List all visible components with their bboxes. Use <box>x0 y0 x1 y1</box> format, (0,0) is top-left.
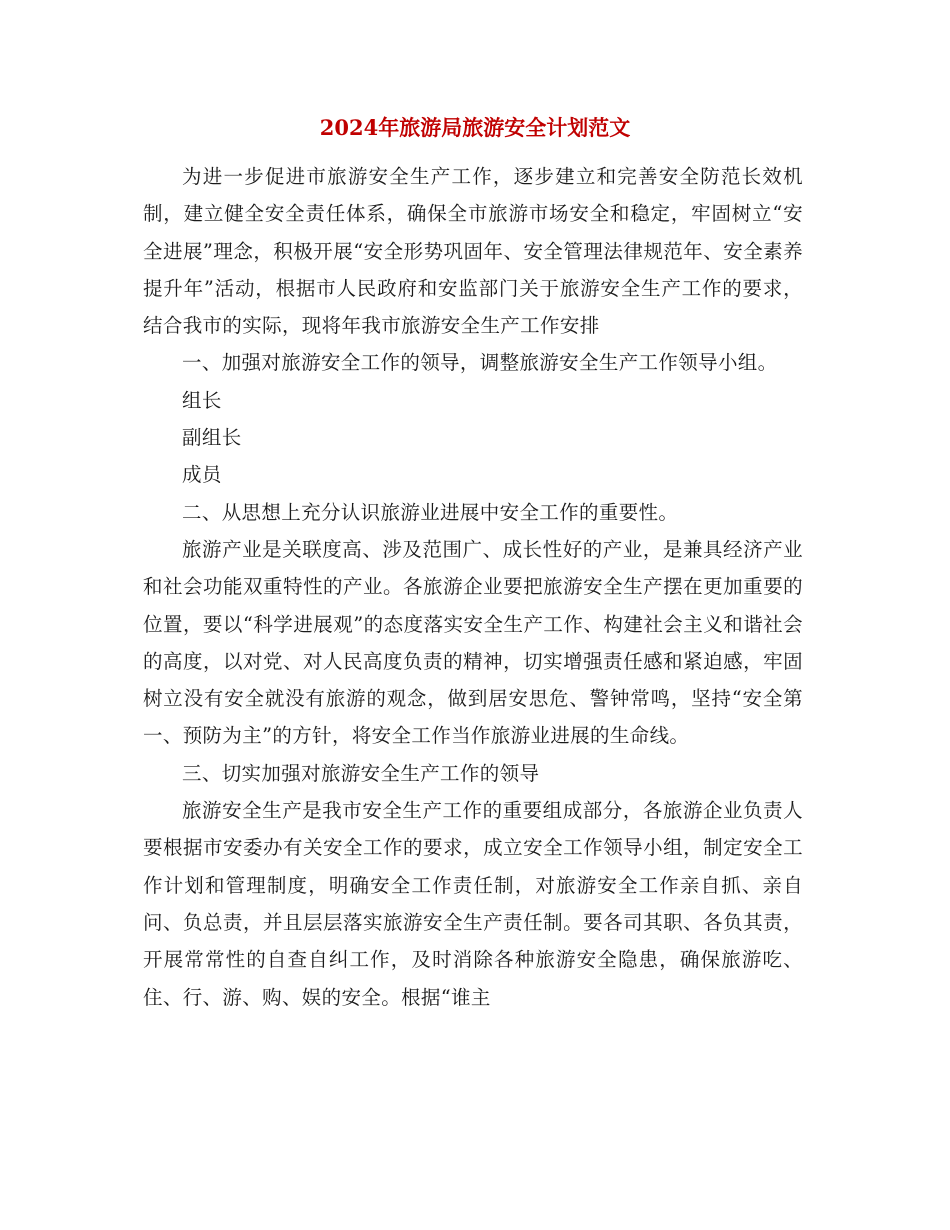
list-item-members: 成员 <box>182 463 222 487</box>
paragraph-section-1-heading: 一、加强对旅游安全工作的领导，调整旅游安全生产工作领导小组。 <box>182 351 778 375</box>
document-body <box>143 158 803 1016</box>
paragraph-intro: 为进一步促进市旅游安全生产工作，逐步建立和完善安全防范长效机制，建立健全安全责任体系，确保全市旅游市场安全和稳定，牢固树立“安全进展”理念，积极开展“安全形势巩固年、安全管理法律规范年、安全素养提升年”活动，根据市人民政府和安监部门关于旅游安全生产工作的要求，结合我市的实际，现将年我市旅游安全生产工作安排 <box>143 165 803 338</box>
list-item-deputy-leader: 副组长 <box>182 426 242 450</box>
list-item-leader: 组长 <box>182 388 222 412</box>
document-title: 2024年旅游局旅游安全计划范文 <box>319 115 631 140</box>
paragraph-section-3-heading: 三、切实加强对旅游安全生产工作的领导 <box>182 761 540 785</box>
paragraph-section-2-body: 旅游产业是关联度高、涉及范围广、成长性好的产业，是兼具经济产业和社会功能双重特性的产业。各旅游企业要把旅游安全生产摆在更加重要的位置，要以“科学进展观”的态度落实安全生产工作、构建社会主义和谐社会的高度，以对党、对人民高度负责的精神，切实增强责任感和紧迫感，牢固树立没有安全就没有旅游的观念，做到居安思危、警钟常鸣，坚持“安全第一、预防为主”的方针，将安全工作当作旅游业进展的生命线。 <box>143 537 803 748</box>
paragraph-section-3-body: 旅游安全生产是我市安全生产工作的重要组成部分，各旅游企业负责人要根据市安委办有关安全工作的要求，成立安全工作领导小组，制定安全工作计划和管理制度，明确安全工作责任制，对旅游安全工作亲自抓、亲自问、负总责，并且层层落实旅游安全生产责任制。要各司其职、各负其责，开展常常性的自查自纠工作，及时消除各种旅游安全隐患，确保旅游吃、住、行、游、购、娱的安全。根据“谁主 <box>143 799 803 1009</box>
paragraph-section-2-heading: 二、从思想上充分认识旅游业进展中安全工作的重要性。 <box>182 500 679 524</box>
